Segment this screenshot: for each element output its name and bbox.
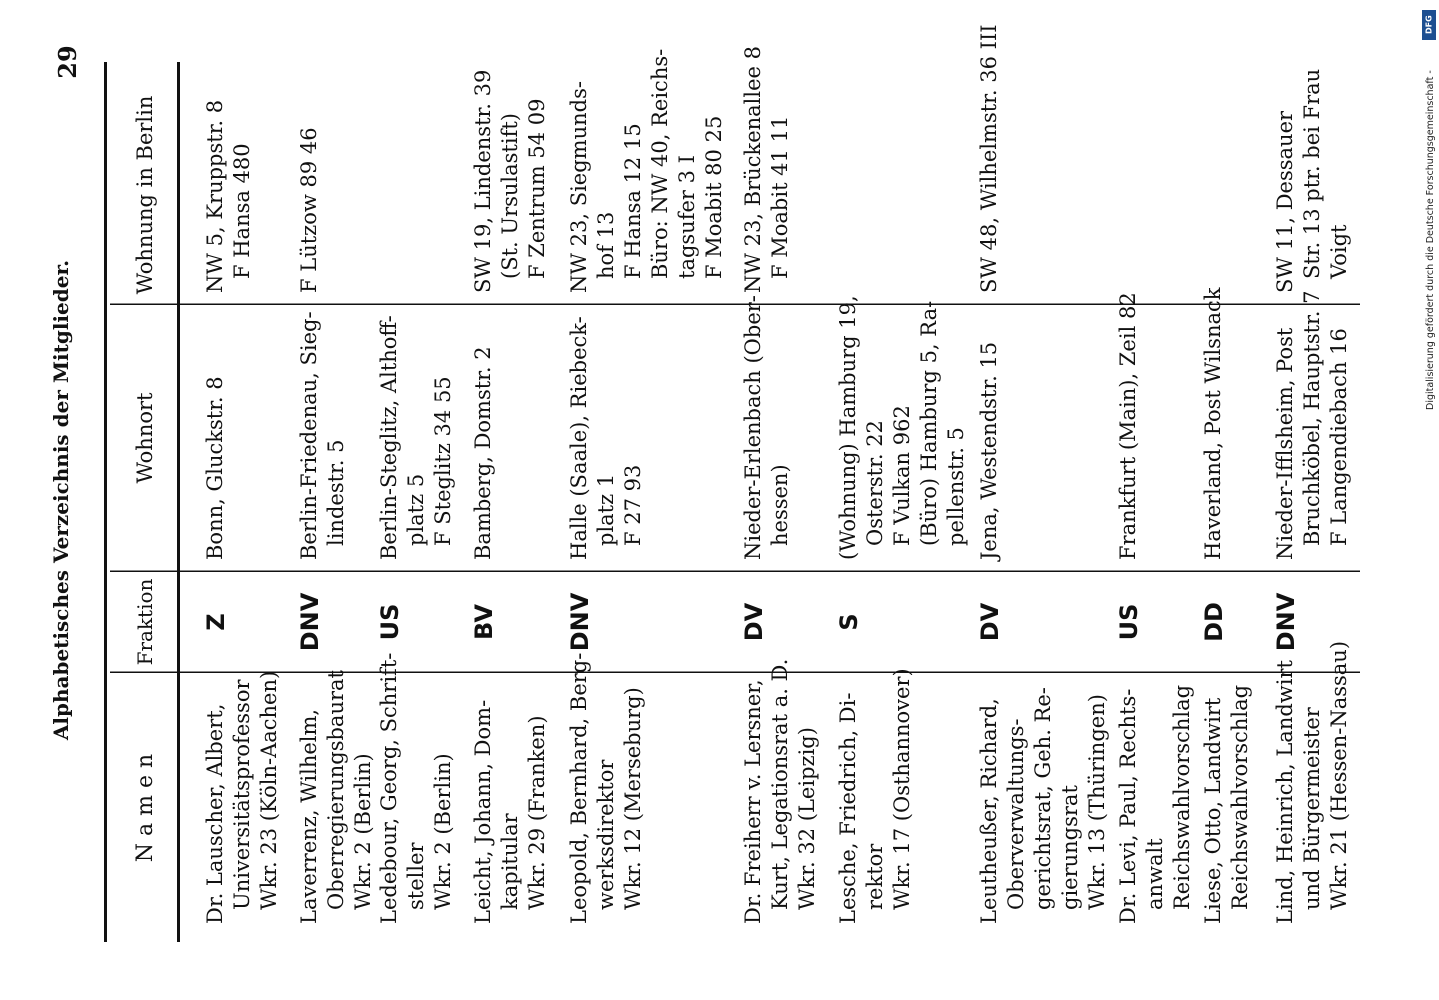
member-name-line: Wkr. 29 (Franken) bbox=[525, 715, 549, 910]
wohnort-line: Bruchköbel, Hauptstr. 7 bbox=[1300, 290, 1324, 546]
wohnort-line: (Wohnung) Hamburg 19, bbox=[836, 295, 860, 560]
fraction-badge: DNV bbox=[296, 592, 324, 652]
wohnort-line: Bonn, Gluckstr. 8 bbox=[203, 376, 227, 560]
fraction-badge: S bbox=[835, 613, 863, 631]
wohnort-line: (Büro) Hamburg 5, Ra- bbox=[917, 300, 941, 546]
table-top-rule bbox=[104, 62, 107, 942]
fraction-badge: DNV bbox=[1272, 592, 1300, 652]
member-name-line: Wkr. 23 (Köln-Aachen) bbox=[257, 670, 281, 910]
member-name-line: Dr. Levi, Paul, Rechts- bbox=[1116, 688, 1140, 924]
header-rule bbox=[177, 62, 180, 942]
berlin-address-line: SW 19, Lindenstr. 39 bbox=[471, 69, 495, 293]
fraction-badge: DV bbox=[740, 602, 768, 642]
member-name-line: Reichswahlvorschlag bbox=[1228, 684, 1252, 910]
berlin-address-line: F Zentrum 54 09 bbox=[525, 98, 549, 279]
berlin-address-line: hof 13 bbox=[594, 211, 618, 279]
wohnort-line: platz 5 bbox=[404, 473, 428, 546]
wohnort-line: platz 1 bbox=[594, 473, 618, 546]
member-name-line: anwalt bbox=[1143, 838, 1167, 910]
wohnort-line: lindestr. 5 bbox=[324, 439, 348, 546]
header-fraktion: Fraktion bbox=[133, 578, 157, 666]
berlin-address-line: Voigt bbox=[1327, 224, 1351, 279]
member-name-line: Laverrenz, Wilhelm, bbox=[297, 708, 321, 924]
berlin-address-line: F Moabit 80 25 bbox=[702, 115, 726, 279]
fraction-badge: DNV bbox=[566, 592, 594, 652]
wohnort-line: F Langendiebach 16 bbox=[1327, 328, 1351, 546]
member-name-line: Leopold, Bernhard, Berg- bbox=[567, 652, 591, 924]
member-name-line: Leicht, Johann, Dom- bbox=[471, 699, 495, 924]
member-name-line: Wkr. 32 (Leipzig) bbox=[795, 727, 819, 910]
member-name-line: Wkr. 12 (Merseburg) bbox=[621, 687, 645, 910]
berlin-address-line: F Lützow 89 46 bbox=[297, 127, 321, 293]
member-name-line: Reichswahlvorschlag bbox=[1170, 684, 1194, 910]
col-sep-3 bbox=[110, 304, 1360, 306]
member-name-line: Wkr. 17 (Osthannover) bbox=[890, 668, 914, 910]
wohnort-line: F Steglitz 34 55 bbox=[431, 376, 455, 546]
fraction-badge: DD bbox=[1200, 602, 1228, 642]
member-name-line: Wkr. 13 (Thüringen) bbox=[1085, 694, 1109, 910]
wohnort-line: Bamberg, Domstr. 2 bbox=[471, 346, 495, 560]
dfg-credit-text: Digitalisierung gefördert durch die Deutsche Forschungsgemeinschaft - bbox=[1425, 70, 1436, 410]
berlin-address-line: NW 23, Siegmunds- bbox=[567, 81, 591, 293]
fraction-badge: Z bbox=[202, 613, 230, 631]
berlin-address-line: SW 48, Wilhelmstr. 36 III bbox=[977, 24, 1001, 293]
wohnort-line: Haverland, Post Wilsnack bbox=[1201, 287, 1225, 560]
member-name-line: und Bürgermeister bbox=[1300, 707, 1324, 910]
berlin-address-line: NW 23, Brückenallee 8 bbox=[741, 46, 765, 293]
wohnort-line: pellenstr. 5 bbox=[944, 427, 968, 546]
member-name-line: Oberverwaltungs- bbox=[1004, 718, 1028, 910]
dfg-logo: DFG bbox=[1422, 10, 1436, 40]
member-name-line: Kurt, Legationsrat a. D. bbox=[768, 658, 792, 910]
header-wohnort: Wohnort bbox=[133, 392, 157, 484]
running-head: Alphabetisches Verzeichnis der Mitglieder. bbox=[49, 259, 73, 741]
member-name-line: steller bbox=[404, 842, 428, 910]
member-name-line: Oberregierungsbaurat bbox=[324, 670, 348, 910]
member-name-line: Liese, Otto, Landwirt bbox=[1201, 697, 1225, 924]
berlin-address-line: (St. Ursulastift) bbox=[498, 113, 522, 279]
wohnort-line: Frankfurt (Main), Zeil 82 bbox=[1116, 292, 1140, 560]
member-name-line: gerichtsrat, Geh. Re- bbox=[1031, 687, 1055, 910]
member-name-line: Lind, Heinrich, Landwirt bbox=[1273, 660, 1297, 924]
wohnort-line: Berlin-Steglitz, Althoff- bbox=[377, 315, 401, 560]
berlin-address-line: F Moabit 41 11 bbox=[768, 115, 792, 279]
wohnort-line: Nieder-Erlenbach (Ober- bbox=[741, 295, 765, 560]
wohnort-line: Jena, Westendstr. 15 bbox=[977, 341, 1001, 560]
wohnort-line: F 27 93 bbox=[621, 464, 645, 546]
fraction-badge: BV bbox=[470, 604, 498, 640]
member-name-line: Wkr. 21 (Hessen-Nassau) bbox=[1327, 640, 1351, 910]
col-sep-2 bbox=[110, 571, 1360, 573]
berlin-address-line: F Hansa 12 15 bbox=[621, 123, 645, 279]
wohnort-line: hessen) bbox=[768, 464, 792, 546]
header-namen: N a m e n bbox=[133, 753, 158, 863]
fraction-badge: US bbox=[1115, 603, 1143, 641]
berlin-address-line: NW 5, Kruppstr. 8 bbox=[203, 99, 227, 293]
wohnort-line: Berlin-Friedenau, Sieg- bbox=[297, 311, 321, 560]
member-name-line: Dr. Lauscher, Albert, bbox=[203, 703, 227, 924]
header-wohnung: Wohnung in Berlin bbox=[133, 95, 157, 295]
member-name-line: Universitätsprofessor bbox=[230, 679, 254, 910]
col-sep-1 bbox=[110, 672, 1360, 674]
member-name-line: kapitular bbox=[498, 813, 522, 910]
berlin-address-line: Str. 13 ptr. bei Frau bbox=[1300, 68, 1324, 279]
wohnort-line: Nieder-Ifflsheim, Post bbox=[1273, 327, 1297, 560]
wohnort-line: Halle (Saale), Riebeck- bbox=[567, 316, 591, 560]
fraction-badge: DV bbox=[976, 602, 1004, 642]
berlin-address-line: SW 11, Dessauer bbox=[1273, 110, 1297, 293]
member-name-line: Ledebour, Georg, Schrift- bbox=[377, 652, 401, 924]
member-name-line: Leutheußer, Richard, bbox=[977, 698, 1001, 924]
wohnort-line: Osterstr. 22 bbox=[863, 420, 887, 546]
member-name-line: werksdirektor bbox=[594, 759, 618, 910]
member-name-line: rektor bbox=[863, 843, 887, 910]
member-name-line: Lesche, Friedrich, Di- bbox=[836, 692, 860, 924]
wohnort-line: F Vulkan 962 bbox=[890, 405, 914, 546]
member-name-line: Wkr. 2 (Berlin) bbox=[351, 753, 375, 910]
table-body bbox=[202, 24, 1351, 924]
member-name-line: Wkr. 2 (Berlin) bbox=[431, 753, 455, 910]
berlin-address-line: F Hansa 480 bbox=[230, 143, 254, 279]
page-number: 29 bbox=[53, 45, 82, 79]
dfg-credit bbox=[1420, 10, 1438, 410]
berlin-address-line: Büro: NW 40, Reichs- bbox=[648, 48, 672, 279]
member-name-line: Dr. Freiherr v. Lersner, bbox=[741, 679, 765, 924]
member-name-line: gierungsrat bbox=[1058, 785, 1082, 910]
berlin-address-line: tagsufer 3 I bbox=[675, 155, 699, 279]
fraction-badge: US bbox=[376, 603, 404, 641]
